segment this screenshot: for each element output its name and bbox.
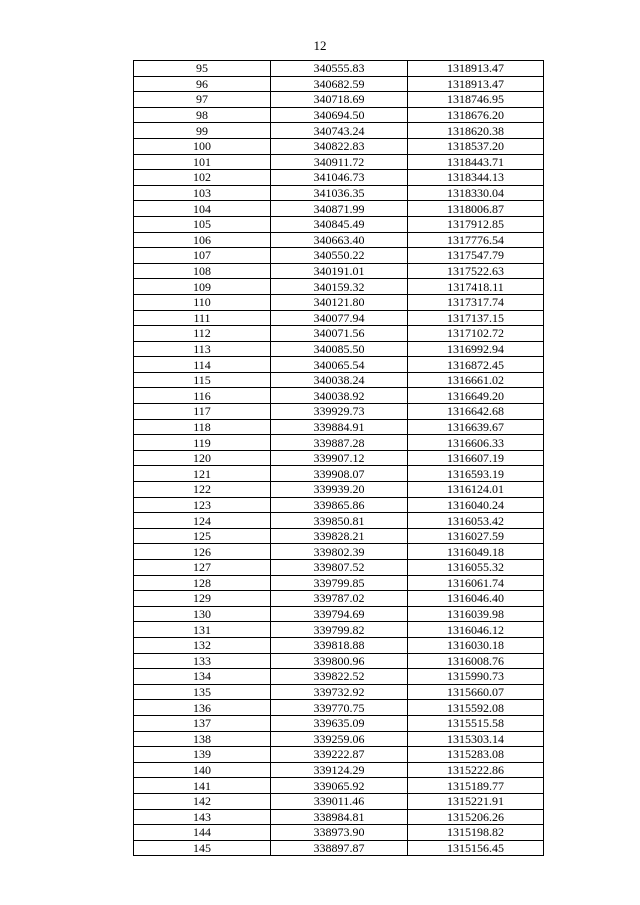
point-number-cell: 143	[134, 809, 271, 825]
y-coordinate-cell: 1316046.12	[408, 622, 544, 638]
point-number-cell: 119	[134, 435, 271, 451]
x-coordinate-cell: 340911.72	[271, 154, 408, 170]
table-row	[134, 61, 544, 77]
point-number-cell: 139	[134, 747, 271, 763]
point-number-cell: 130	[134, 606, 271, 622]
y-coordinate-cell: 1316040.24	[408, 497, 544, 513]
x-coordinate-cell: 339828.21	[271, 528, 408, 544]
x-coordinate-cell: 340682.59	[271, 76, 408, 92]
x-coordinate-cell: 339222.87	[271, 747, 408, 763]
point-number-cell: 145	[134, 840, 271, 856]
x-coordinate-cell: 339887.28	[271, 435, 408, 451]
x-coordinate-cell: 339799.82	[271, 622, 408, 638]
x-coordinate-cell: 341036.35	[271, 185, 408, 201]
table-row	[134, 466, 544, 482]
y-coordinate-cell: 1316053.42	[408, 513, 544, 529]
x-coordinate-cell: 339259.06	[271, 731, 408, 747]
y-coordinate-cell: 1318006.87	[408, 201, 544, 217]
y-coordinate-cell: 1318330.04	[408, 185, 544, 201]
y-coordinate-cell: 1316008.76	[408, 653, 544, 669]
x-coordinate-cell: 339929.73	[271, 404, 408, 420]
table-row	[134, 123, 544, 139]
point-number-cell: 104	[134, 201, 271, 217]
point-number-cell: 132	[134, 637, 271, 653]
x-coordinate-cell: 338897.87	[271, 840, 408, 856]
y-coordinate-cell: 1315660.07	[408, 684, 544, 700]
point-number-cell: 141	[134, 778, 271, 794]
y-coordinate-cell: 1316046.40	[408, 591, 544, 607]
y-coordinate-cell: 1315222.86	[408, 762, 544, 778]
x-coordinate-cell: 340555.83	[271, 61, 408, 77]
point-number-cell: 112	[134, 326, 271, 342]
x-coordinate-cell: 338973.90	[271, 825, 408, 841]
point-number-cell: 96	[134, 76, 271, 92]
table-row	[134, 747, 544, 763]
x-coordinate-cell: 340065.54	[271, 357, 408, 373]
table-row	[134, 341, 544, 357]
table-row	[134, 544, 544, 560]
table-row	[134, 216, 544, 232]
point-number-cell: 120	[134, 450, 271, 466]
x-coordinate-cell: 339818.88	[271, 637, 408, 653]
y-coordinate-cell: 1316649.20	[408, 388, 544, 404]
point-number-cell: 144	[134, 825, 271, 841]
point-number-cell: 101	[134, 154, 271, 170]
y-coordinate-cell: 1315592.08	[408, 700, 544, 716]
y-coordinate-cell: 1317522.63	[408, 263, 544, 279]
table-row	[134, 419, 544, 435]
table-row	[134, 450, 544, 466]
x-coordinate-cell: 339939.20	[271, 482, 408, 498]
y-coordinate-cell: 1316607.19	[408, 450, 544, 466]
x-coordinate-cell: 340038.92	[271, 388, 408, 404]
x-coordinate-cell: 340121.80	[271, 294, 408, 310]
x-coordinate-cell: 340550.22	[271, 248, 408, 264]
point-number-cell: 134	[134, 669, 271, 685]
table-row	[134, 372, 544, 388]
point-number-cell: 127	[134, 560, 271, 576]
y-coordinate-cell: 1316606.33	[408, 435, 544, 451]
table-row	[134, 825, 544, 841]
y-coordinate-cell: 1318676.20	[408, 107, 544, 123]
table-row	[134, 232, 544, 248]
table-row	[134, 326, 544, 342]
table-row	[134, 357, 544, 373]
y-coordinate-cell: 1315303.14	[408, 731, 544, 747]
y-coordinate-cell: 1316049.18	[408, 544, 544, 560]
y-coordinate-cell: 1316639.67	[408, 419, 544, 435]
table-row	[134, 388, 544, 404]
y-coordinate-cell: 1317317.74	[408, 294, 544, 310]
point-number-cell: 110	[134, 294, 271, 310]
table-row	[134, 138, 544, 154]
x-coordinate-cell: 340718.69	[271, 92, 408, 108]
table-row	[134, 294, 544, 310]
y-coordinate-cell: 1315198.82	[408, 825, 544, 841]
y-coordinate-cell: 1316661.02	[408, 372, 544, 388]
table-row	[134, 622, 544, 638]
table-row	[134, 513, 544, 529]
y-coordinate-cell: 1315990.73	[408, 669, 544, 685]
point-number-cell: 103	[134, 185, 271, 201]
table-row	[134, 404, 544, 420]
table-row	[134, 637, 544, 653]
point-number-cell: 123	[134, 497, 271, 513]
y-coordinate-cell: 1316642.68	[408, 404, 544, 420]
point-number-cell: 140	[134, 762, 271, 778]
x-coordinate-cell: 339802.39	[271, 544, 408, 560]
point-number-cell: 113	[134, 341, 271, 357]
table-row	[134, 715, 544, 731]
y-coordinate-cell: 1317776.54	[408, 232, 544, 248]
x-coordinate-cell: 340077.94	[271, 310, 408, 326]
point-number-cell: 135	[134, 684, 271, 700]
y-coordinate-cell: 1318443.71	[408, 154, 544, 170]
y-coordinate-cell: 1316027.59	[408, 528, 544, 544]
y-coordinate-cell: 1316872.45	[408, 357, 544, 373]
table-row	[134, 154, 544, 170]
table-row	[134, 840, 544, 856]
table-row	[134, 809, 544, 825]
point-number-cell: 142	[134, 793, 271, 809]
table-row	[134, 92, 544, 108]
page-number: 12	[313, 38, 327, 53]
x-coordinate-cell: 339124.29	[271, 762, 408, 778]
point-number-cell: 99	[134, 123, 271, 139]
table-row	[134, 248, 544, 264]
table-row	[134, 201, 544, 217]
y-coordinate-cell: 1316039.98	[408, 606, 544, 622]
table-row	[134, 435, 544, 451]
x-coordinate-cell: 339799.85	[271, 575, 408, 591]
point-number-cell: 122	[134, 482, 271, 498]
coordinate-table-body	[134, 61, 544, 856]
table-row	[134, 575, 544, 591]
x-coordinate-cell: 339907.12	[271, 450, 408, 466]
x-coordinate-cell: 340071.56	[271, 326, 408, 342]
point-number-cell: 105	[134, 216, 271, 232]
x-coordinate-cell: 340085.50	[271, 341, 408, 357]
table-row	[134, 185, 544, 201]
point-number-cell: 95	[134, 61, 271, 77]
point-number-cell: 118	[134, 419, 271, 435]
point-number-cell: 138	[134, 731, 271, 747]
x-coordinate-cell: 339770.75	[271, 700, 408, 716]
point-number-cell: 107	[134, 248, 271, 264]
table-row	[134, 528, 544, 544]
y-coordinate-cell: 1315515.58	[408, 715, 544, 731]
point-number-cell: 129	[134, 591, 271, 607]
y-coordinate-cell: 1316593.19	[408, 466, 544, 482]
point-number-cell: 100	[134, 138, 271, 154]
x-coordinate-cell: 340822.83	[271, 138, 408, 154]
table-row	[134, 762, 544, 778]
y-coordinate-cell: 1316030.18	[408, 637, 544, 653]
x-coordinate-cell: 340663.40	[271, 232, 408, 248]
y-coordinate-cell: 1316992.94	[408, 341, 544, 357]
x-coordinate-cell: 339800.96	[271, 653, 408, 669]
table-row	[134, 263, 544, 279]
y-coordinate-cell: 1316055.32	[408, 560, 544, 576]
point-number-cell: 97	[134, 92, 271, 108]
y-coordinate-cell: 1315283.08	[408, 747, 544, 763]
point-number-cell: 131	[134, 622, 271, 638]
table-row	[134, 279, 544, 295]
table-row	[134, 497, 544, 513]
x-coordinate-cell: 339794.69	[271, 606, 408, 622]
point-number-cell: 109	[134, 279, 271, 295]
y-coordinate-cell: 1318620.38	[408, 123, 544, 139]
point-number-cell: 98	[134, 107, 271, 123]
y-coordinate-cell: 1318344.13	[408, 170, 544, 186]
table-row	[134, 700, 544, 716]
x-coordinate-cell: 339865.86	[271, 497, 408, 513]
table-row	[134, 793, 544, 809]
point-number-cell: 126	[134, 544, 271, 560]
table-row	[134, 310, 544, 326]
table-row	[134, 669, 544, 685]
x-coordinate-cell: 339807.52	[271, 560, 408, 576]
point-number-cell: 133	[134, 653, 271, 669]
point-number-cell: 102	[134, 170, 271, 186]
x-coordinate-cell: 340159.32	[271, 279, 408, 295]
y-coordinate-cell: 1318913.47	[408, 76, 544, 92]
y-coordinate-cell: 1318537.20	[408, 138, 544, 154]
y-coordinate-cell: 1315206.26	[408, 809, 544, 825]
x-coordinate-cell: 338984.81	[271, 809, 408, 825]
coordinate-table	[133, 60, 544, 856]
y-coordinate-cell: 1317547.79	[408, 248, 544, 264]
y-coordinate-cell: 1317137.15	[408, 310, 544, 326]
table-row	[134, 778, 544, 794]
y-coordinate-cell: 1317418.11	[408, 279, 544, 295]
point-number-cell: 114	[134, 357, 271, 373]
y-coordinate-cell: 1316124.01	[408, 482, 544, 498]
x-coordinate-cell: 339065.92	[271, 778, 408, 794]
point-number-cell: 128	[134, 575, 271, 591]
point-number-cell: 125	[134, 528, 271, 544]
y-coordinate-cell: 1315189.77	[408, 778, 544, 794]
y-coordinate-cell: 1318746.95	[408, 92, 544, 108]
x-coordinate-cell: 340038.24	[271, 372, 408, 388]
table-row	[134, 560, 544, 576]
point-number-cell: 117	[134, 404, 271, 420]
point-number-cell: 106	[134, 232, 271, 248]
x-coordinate-cell: 339635.09	[271, 715, 408, 731]
x-coordinate-cell: 340191.01	[271, 263, 408, 279]
table-row	[134, 591, 544, 607]
table-row	[134, 170, 544, 186]
x-coordinate-cell: 341046.73	[271, 170, 408, 186]
y-coordinate-cell: 1318913.47	[408, 61, 544, 77]
y-coordinate-cell: 1316061.74	[408, 575, 544, 591]
table-row	[134, 731, 544, 747]
point-number-cell: 108	[134, 263, 271, 279]
x-coordinate-cell: 339822.52	[271, 669, 408, 685]
x-coordinate-cell: 339850.81	[271, 513, 408, 529]
table-row	[134, 107, 544, 123]
x-coordinate-cell: 339732.92	[271, 684, 408, 700]
x-coordinate-cell: 339011.46	[271, 793, 408, 809]
x-coordinate-cell: 340694.50	[271, 107, 408, 123]
point-number-cell: 111	[134, 310, 271, 326]
table-row	[134, 482, 544, 498]
table-row	[134, 653, 544, 669]
point-number-cell: 124	[134, 513, 271, 529]
x-coordinate-cell: 339884.91	[271, 419, 408, 435]
point-number-cell: 137	[134, 715, 271, 731]
table-row	[134, 606, 544, 622]
y-coordinate-cell: 1315156.45	[408, 840, 544, 856]
y-coordinate-cell: 1315221.91	[408, 793, 544, 809]
y-coordinate-cell: 1317102.72	[408, 326, 544, 342]
point-number-cell: 115	[134, 372, 271, 388]
table-row	[134, 76, 544, 92]
x-coordinate-cell: 340871.99	[271, 201, 408, 217]
x-coordinate-cell: 339908.07	[271, 466, 408, 482]
x-coordinate-cell: 340845.49	[271, 216, 408, 232]
y-coordinate-cell: 1317912.85	[408, 216, 544, 232]
point-number-cell: 121	[134, 466, 271, 482]
x-coordinate-cell: 339787.02	[271, 591, 408, 607]
x-coordinate-cell: 340743.24	[271, 123, 408, 139]
table-row	[134, 684, 544, 700]
point-number-cell: 116	[134, 388, 271, 404]
point-number-cell: 136	[134, 700, 271, 716]
